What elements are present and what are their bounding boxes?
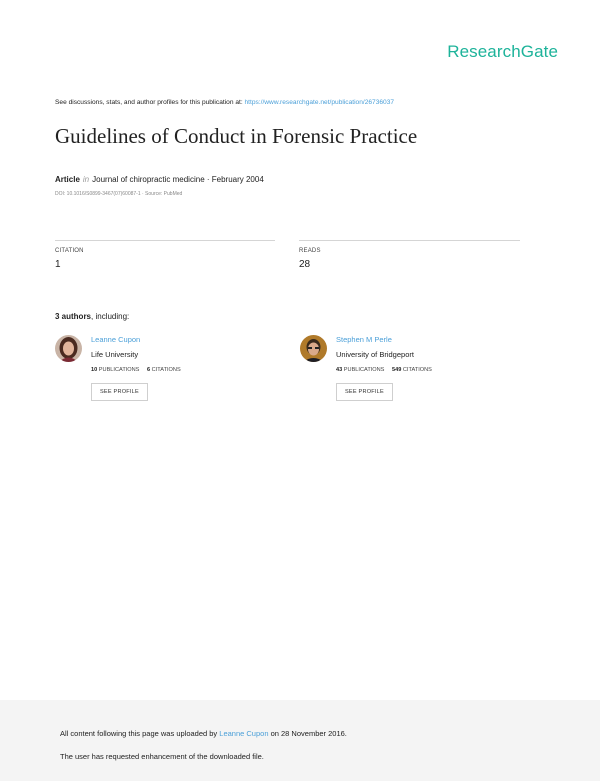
reads-value: 28	[299, 259, 311, 270]
avatar[interactable]	[55, 335, 82, 362]
reads-stat	[299, 240, 520, 270]
enhancement-notice: The user has requested enhancement of the downloaded file.	[60, 752, 264, 761]
discussion-notice	[55, 99, 394, 106]
avatar[interactable]	[300, 335, 327, 362]
discussion-text: See discussions, stats, and author profiles for this publication at:	[55, 99, 245, 106]
author-institution: Life University	[91, 350, 139, 359]
see-profile-button[interactable]: SEE PROFILE	[91, 383, 148, 401]
citation-stat	[55, 240, 275, 270]
author-counts	[91, 367, 261, 373]
researchgate-logo[interactable]: ResearchGate	[447, 42, 558, 61]
upload-notice	[60, 729, 347, 738]
authors-heading	[55, 312, 129, 321]
citations-label: CITATIONS	[402, 367, 432, 373]
journal-date[interactable]: Journal of chiropractic medicine · February 2004	[92, 175, 264, 184]
author-name[interactable]: Stephen M Perle	[336, 335, 392, 344]
citation-label: CITATION	[55, 248, 84, 254]
see-profile-button[interactable]: SEE PROFILE	[336, 383, 393, 401]
citation-value: 1	[55, 259, 61, 270]
author-name[interactable]: Leanne Cupon	[91, 335, 141, 344]
publications-label: PUBLICATIONS	[343, 367, 385, 373]
avatar-portrait-icon	[300, 335, 327, 362]
authors-suffix: , including:	[91, 312, 130, 321]
reads-label: READS	[299, 248, 321, 254]
publications-count: 10	[91, 367, 98, 373]
publications-label: PUBLICATIONS	[98, 367, 140, 373]
authors-count: 3 authors	[55, 312, 92, 321]
citations-count: 549	[391, 367, 402, 373]
doi-source: DOI: 10.1016/S0899-3467(07)60087-1 · Source: PubMed	[55, 191, 183, 197]
footer	[0, 700, 600, 781]
citations-count: 6	[146, 367, 151, 373]
in-label: in	[82, 175, 90, 184]
author-institution: University of Bridgeport	[336, 350, 414, 359]
publication-link[interactable]: https://www.researchgate.net/publication/26736037	[244, 99, 395, 106]
upload-suffix: on 28 November 2016.	[268, 729, 347, 738]
author-info	[91, 335, 261, 401]
author-info	[336, 335, 506, 401]
avatar-portrait-icon	[55, 335, 82, 362]
author-counts	[336, 367, 506, 373]
publication-meta	[55, 175, 264, 184]
citations-label: CITATIONS	[151, 367, 181, 373]
uploader-link[interactable]: Leanne Cupon	[219, 729, 269, 738]
publications-count: 43	[336, 367, 343, 373]
publication-title: Guidelines of Conduct in Forensic Practice	[55, 124, 418, 148]
publication-type: Article	[55, 175, 80, 184]
upload-prefix: All content following this page was uploaded by	[60, 729, 220, 738]
